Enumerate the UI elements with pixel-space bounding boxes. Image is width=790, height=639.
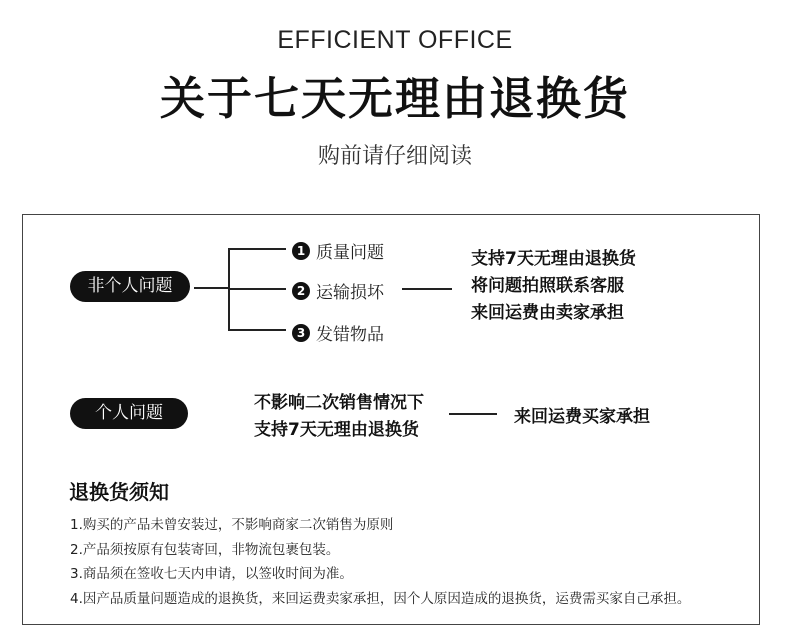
connector-line (194, 287, 230, 289)
issue-label: 发错物品 (316, 325, 384, 345)
personal-issue-badge: 个人问题 (70, 398, 188, 429)
issue-item (292, 320, 384, 345)
notice-rule: 3.商品须在签收七天内申请，以签收时间为准。 (70, 566, 353, 582)
notice-rule: 4.因产品质量问题造成的退换货，来回运费卖家承担，因个人原因造成的退换货，运费需买家自己承担。 (70, 591, 691, 607)
issue-item (292, 278, 384, 303)
result-line: 将问题拍照联系客服 (471, 276, 624, 296)
issue-label: 质量问题 (316, 243, 384, 263)
english-title: EFFICIENT OFFICE (277, 26, 513, 54)
condition-line: 支持7天无理由退换货 (254, 420, 419, 440)
notice-rule: 1.购买的产品未曾安装过，不影响商家二次销售为原则 (70, 517, 394, 533)
personal-condition (254, 390, 424, 444)
number-badge: 1 (292, 242, 310, 260)
issue-label: 运输损坏 (316, 283, 384, 303)
number-badge: 3 (292, 324, 310, 342)
non-personal-issue-badge: 非个人问题 (70, 271, 190, 302)
notice-title: 退换货须知 (69, 480, 169, 504)
connector-line (402, 288, 452, 290)
page-title: 关于七天无理由退换货 (159, 72, 630, 125)
result-line: 来回运费由卖家承担 (471, 303, 624, 323)
number-badge: 2 (292, 282, 310, 300)
condition-line: 不影响二次销售情况下 (254, 393, 424, 413)
page-subtitle: 购前请仔细阅读 (317, 144, 472, 169)
personal-result: 来回运费买家承担 (514, 407, 650, 427)
notice-rule: 2.产品须按原有包装寄回，非物流包裹包装。 (70, 542, 340, 558)
issue-item (292, 238, 384, 263)
connector-line (228, 248, 286, 250)
result-line: 支持7天无理由退换货 (471, 249, 636, 269)
connector-line (228, 329, 286, 331)
non-personal-result (471, 246, 636, 327)
connector-line (228, 288, 286, 290)
connector-line (449, 413, 497, 415)
